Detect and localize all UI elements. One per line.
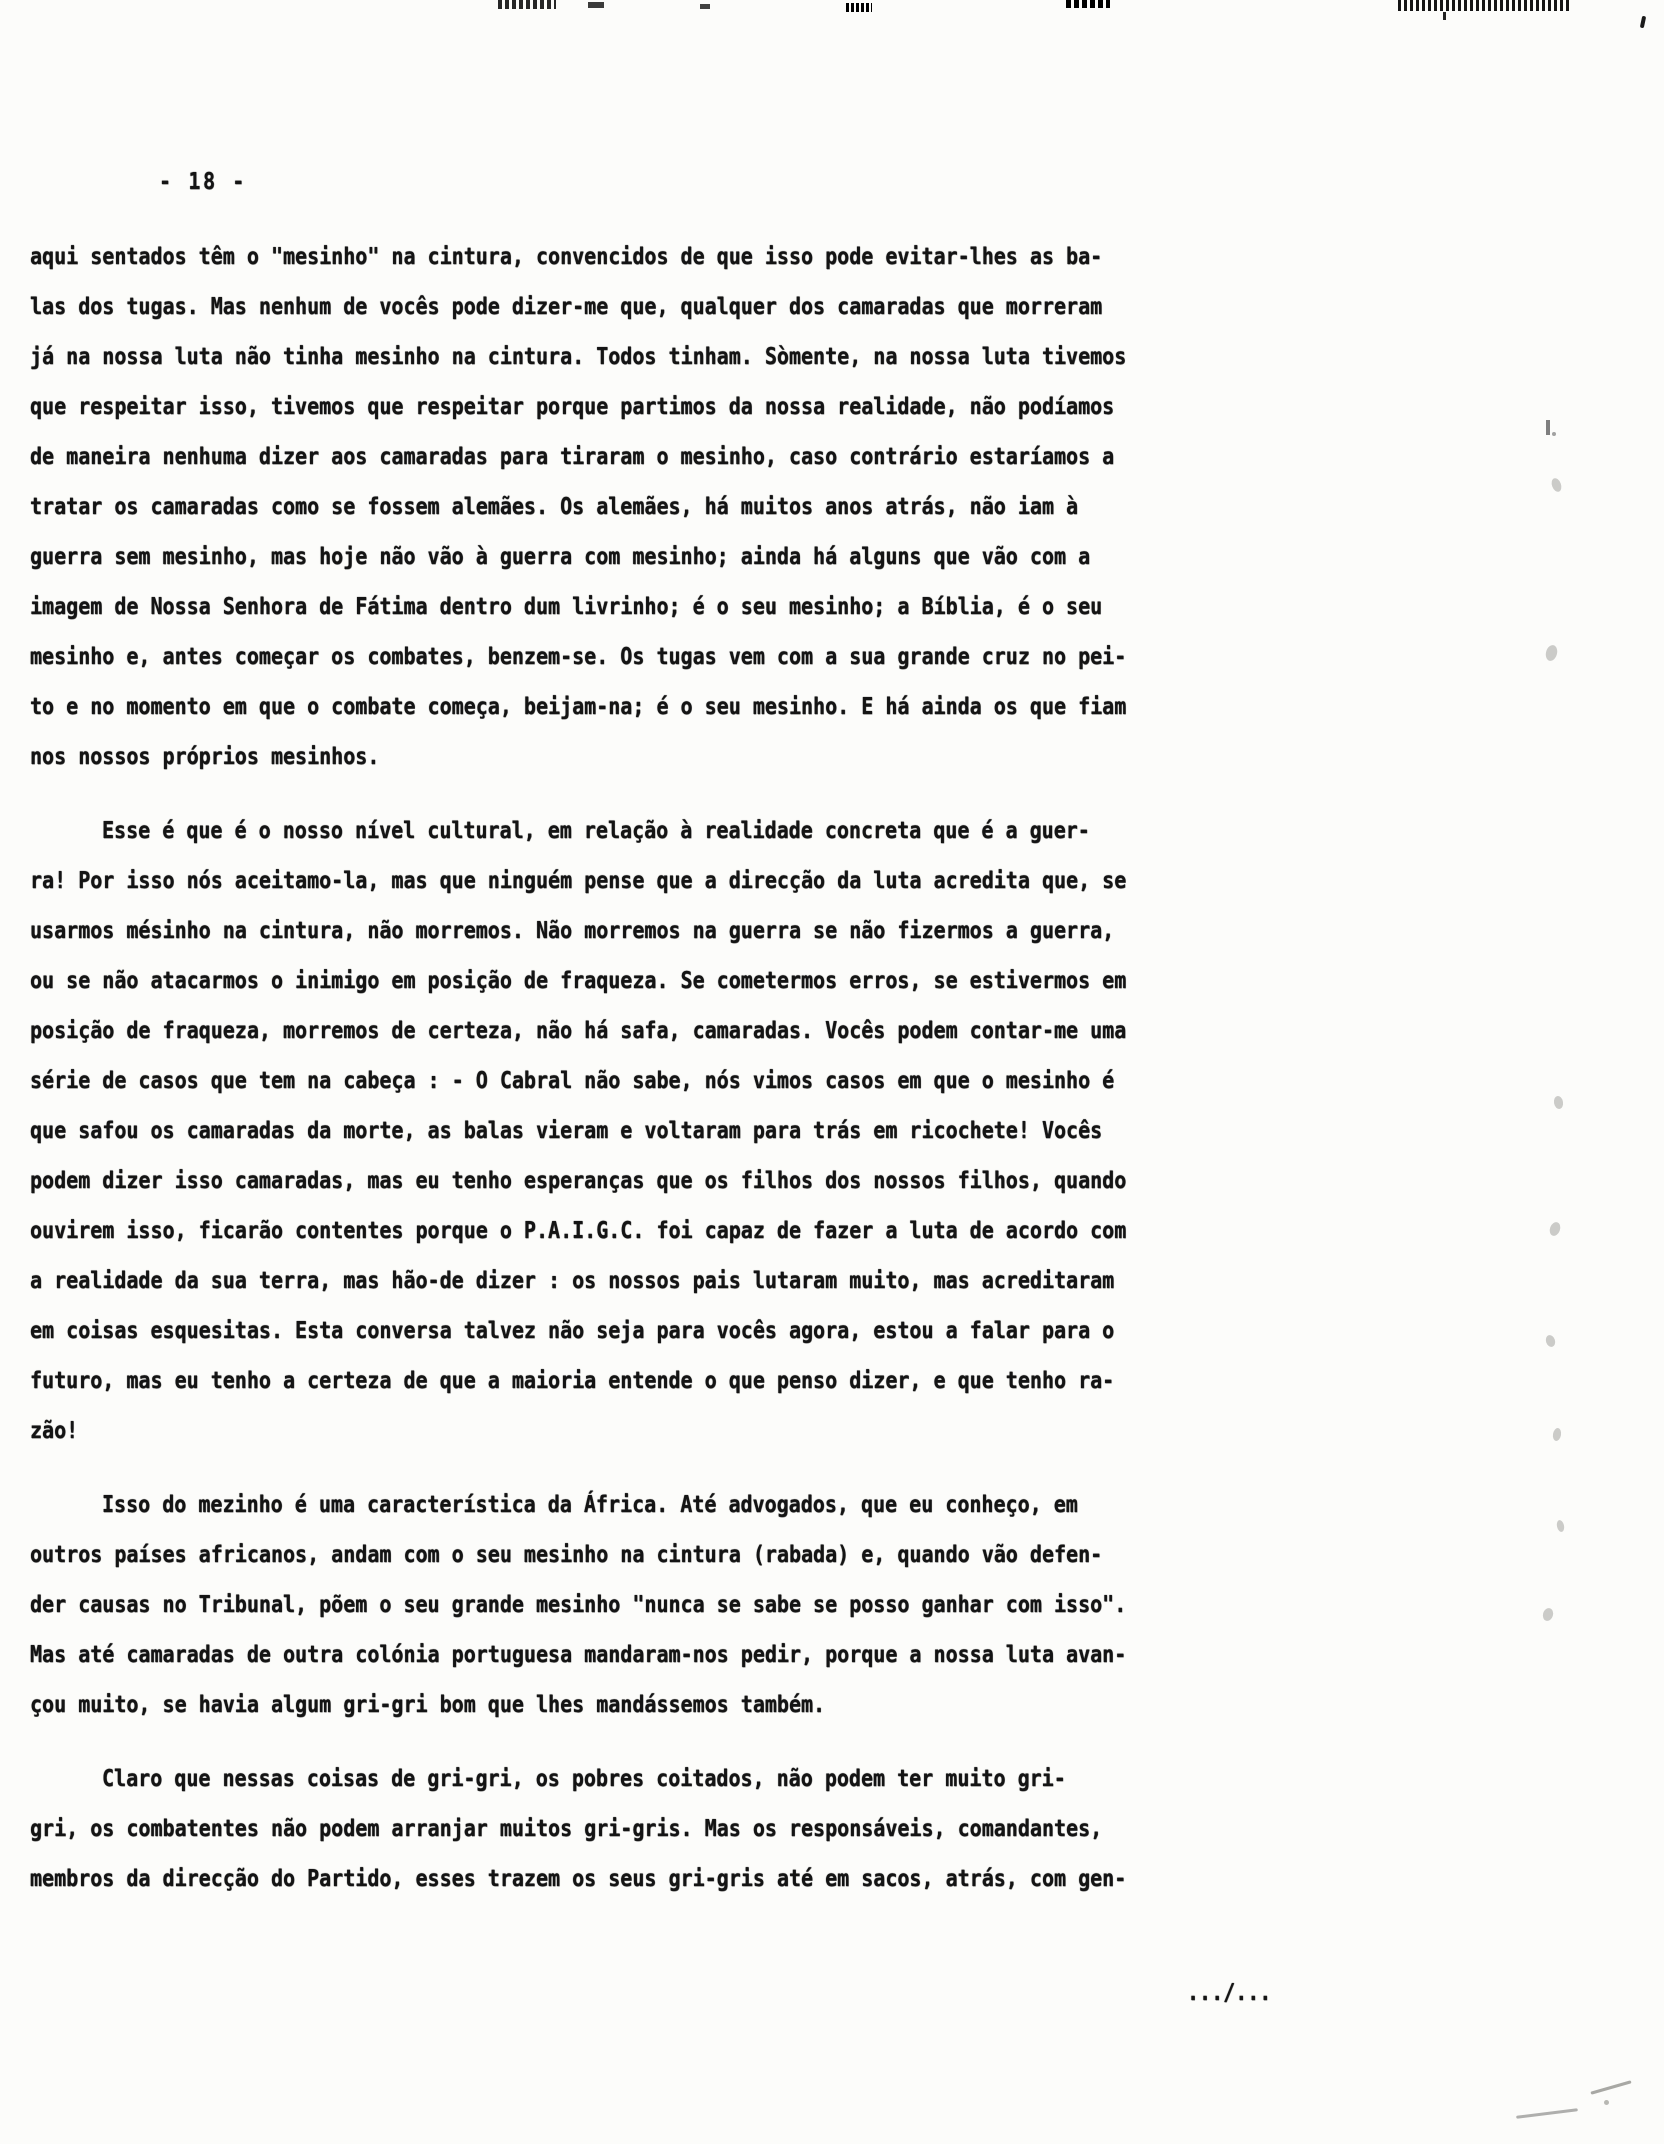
text-line xyxy=(30,532,1160,582)
text-line-ink: Claro que nessas coisas de gri-gri, os pobres coitados, não podem ter muito gri- xyxy=(102,1766,1066,1792)
text-line-ink: podem dizer isso camaradas, mas eu tenho esperanças que os filhos dos nossos filhos, quando xyxy=(30,1168,1127,1194)
scan-artifact xyxy=(1544,644,1559,662)
scan-artifact xyxy=(1640,16,1646,29)
scan-artifact xyxy=(1590,2080,1631,2094)
text-line xyxy=(30,332,1160,382)
text-line-ink: gri, os combatentes não podem arranjar muitos gri-gris. Mas os responsáveis, comandantes, xyxy=(30,1816,1103,1842)
text-line-ink: der causas no Tribunal, põem o seu grande mesinho "nunca se sabe se posso ganhar com isso". xyxy=(30,1592,1127,1618)
text-line xyxy=(30,282,1160,332)
text-line-ink: zão! xyxy=(30,1418,79,1444)
scan-artifact xyxy=(1443,12,1446,20)
text-line-ink: ouvirem isso, ficarão contentes porque o P.A.I.G.C. foi capaz de fazer a luta de acordo com xyxy=(30,1218,1127,1244)
scan-artifact xyxy=(1541,1607,1554,1622)
text-line xyxy=(30,382,1160,432)
text-line xyxy=(30,806,1160,856)
text-line-ink: mesinho e, antes começar os combates, benzem-se. Os tugas vem com a sua grande cruz no pei- xyxy=(30,644,1127,670)
text-line-ink: futuro, mas eu tenho a certeza de que a maioria entende o que penso dizer, e que tenho ra- xyxy=(30,1368,1115,1394)
text-line-ink: que respeitar isso, tivemos que respeitar porque partimos da nossa realidade, não podíamos xyxy=(30,394,1115,420)
paragraph xyxy=(30,1754,1160,1904)
scan-artifact xyxy=(846,3,872,12)
text-line xyxy=(30,1206,1160,1256)
scan-artifact xyxy=(1516,2108,1578,2119)
text-line-ink: que safou os camaradas da morte, as balas vieram e voltaram para trás em ricochete! Vocês xyxy=(30,1118,1103,1144)
text-line xyxy=(30,1804,1160,1854)
scan-artifact xyxy=(700,4,710,9)
text-line-ink: Mas até camaradas de outra colónia portuguesa mandaram-nos pedir, porque a nossa luta avan- xyxy=(30,1642,1127,1668)
text-line xyxy=(30,632,1160,682)
text-line xyxy=(30,1680,1160,1730)
text-line-ink: Esse é que é o nosso nível cultural, em relação à realidade concreta que é a guer- xyxy=(102,818,1090,844)
text-line xyxy=(30,1256,1160,1306)
text-line xyxy=(30,1056,1160,1106)
paragraph xyxy=(30,1480,1160,1730)
text-line xyxy=(30,1406,1160,1456)
scan-artifact xyxy=(1553,1095,1564,1109)
text-line xyxy=(30,482,1160,532)
text-line-ink: membros da direcção do Partido, esses trazem os seus gri-gris até em sacos, atrás, com gen- xyxy=(30,1866,1127,1892)
scan-artifact xyxy=(1552,1427,1562,1441)
text-line xyxy=(30,1156,1160,1206)
text-line-ink: já na nossa luta não tinha mesinho na cintura. Todos tinham. Sòmente, na nossa luta tivemos xyxy=(30,344,1127,370)
continuation-mark-label: .../... xyxy=(1186,1980,1271,2006)
text-line xyxy=(30,732,1160,782)
page-number xyxy=(84,136,260,226)
continuation-mark xyxy=(1148,1918,1283,2006)
scan-artifact xyxy=(1546,420,1550,435)
page-number-label: - 18 - xyxy=(158,169,247,195)
text-line-ink: nos nossos próprios mesinhos. xyxy=(30,744,380,770)
text-line-ink: série de casos que tem na cabeça : - O Cabral não sabe, nós vimos casos em que o mesinho é xyxy=(30,1068,1115,1094)
text-line-ink: ra! Por isso nós aceitamo-la, mas que ninguém pense que a direcção da luta acredita que, se xyxy=(30,868,1127,894)
text-line xyxy=(30,1754,1160,1804)
scan-artifact xyxy=(1604,2100,1609,2105)
text-line-ink: Isso do mezinho é uma característica da África. Até advogados, que eu conheço, em xyxy=(102,1492,1078,1518)
scan-artifact xyxy=(1398,0,1570,11)
scan-artifact xyxy=(1550,477,1563,493)
text-line-ink: las dos tugas. Mas nenhum de vocês pode dizer-me que, qualquer dos camaradas que morreram xyxy=(30,294,1103,320)
text-line-ink: to e no momento em que o combate começa, beijam-na; é o seu mesinho. E há ainda os que fiam xyxy=(30,694,1127,720)
text-line-ink: a realidade da sua terra, mas hão-de dizer : os nossos pais lutaram muito, mas acreditaram xyxy=(30,1268,1115,1294)
text-line-ink: posição de fraqueza, morremos de certeza, não há safa, camaradas. Vocês podem contar-me uma xyxy=(30,1018,1127,1044)
scan-artifact xyxy=(1544,1334,1556,1348)
paragraph xyxy=(30,232,1160,782)
text-line xyxy=(30,1530,1160,1580)
scan-artifact xyxy=(1548,1221,1562,1238)
text-line-ink: ou se não atacarmos o inimigo em posição de fraqueza. Se cometermos erros, se estivermos em xyxy=(30,968,1127,994)
text-line-ink: de maneira nenhuma dizer aos camaradas para tiraram o mesinho, caso contrário estaríamos a xyxy=(30,444,1115,470)
scan-artifact xyxy=(498,0,556,9)
text-line-ink: imagem de Nossa Senhora de Fátima dentro dum livrinho; é o seu mesinho; a Bíblia, é o seu xyxy=(30,594,1103,620)
text-line xyxy=(30,956,1160,1006)
text-line-ink: tratar os camaradas como se fossem alemães. Os alemães, há muitos anos atrás, não iam à xyxy=(30,494,1079,520)
text-line-ink: em coisas esquesitas. Esta conversa talvez não seja para vocês agora, estou a falar para o xyxy=(30,1318,1115,1344)
text-line-ink: guerra sem mesinho, mas hoje não vão à guerra com mesinho; ainda há alguns que vão com a xyxy=(30,544,1091,570)
text-line xyxy=(30,1630,1160,1680)
text-line-ink: outros países africanos, andam com o seu mesinho na cintura (rabada) e, quando vão defen- xyxy=(30,1542,1103,1568)
paragraph xyxy=(30,806,1160,1456)
text-line xyxy=(30,682,1160,732)
scan-artifact xyxy=(1556,1519,1565,1532)
text-line xyxy=(30,1356,1160,1406)
scan-artifact xyxy=(1552,432,1556,436)
text-line xyxy=(30,856,1160,906)
scan-artifact xyxy=(588,2,604,8)
text-line xyxy=(30,1480,1160,1530)
text-line xyxy=(30,1306,1160,1356)
text-line-ink: çou muito, se havia algum gri-gri bom que lhes mandássemos também. xyxy=(30,1692,826,1718)
scan-artifact xyxy=(1066,0,1110,8)
text-line xyxy=(30,232,1160,282)
document-body xyxy=(30,232,1160,1928)
text-line xyxy=(30,1006,1160,1056)
text-line xyxy=(30,582,1160,632)
text-line xyxy=(30,432,1160,482)
text-line xyxy=(30,1106,1160,1156)
text-line-ink: usarmos mésinho na cintura, não morremos. Não morremos na guerra se não fizermos a guerra, xyxy=(30,918,1115,944)
text-line xyxy=(30,1854,1160,1904)
text-line-ink: aqui sentados têm o "mesinho" na cintura, convencidos de que isso pode evitar-lhes as ba- xyxy=(30,244,1103,270)
text-line xyxy=(30,1580,1160,1630)
text-line xyxy=(30,906,1160,956)
